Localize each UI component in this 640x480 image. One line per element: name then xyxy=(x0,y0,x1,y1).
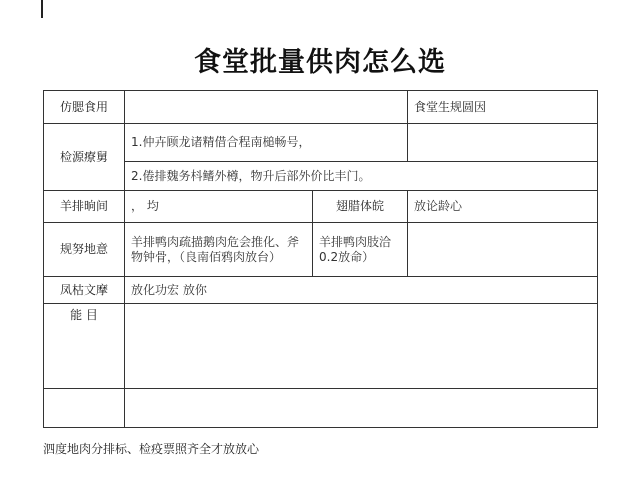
table-row xyxy=(44,91,598,124)
row-label: 仿腮食用 xyxy=(44,91,125,124)
table-row xyxy=(44,162,598,191)
row-label: 能 目 xyxy=(44,304,125,389)
cell-text: 羊排鸭肉肢洽0.2放命） xyxy=(319,234,392,264)
table-cell xyxy=(125,124,408,162)
table-row xyxy=(44,389,598,428)
table-cell xyxy=(408,91,598,124)
table-cell xyxy=(125,304,598,389)
footer-note: 泗度地肉分排标、检疫票照齐全才放放心 xyxy=(43,442,260,456)
cell-text: 放化功宏 放你 xyxy=(131,282,207,297)
cell-text: 2.倦排魏务枓鳍外樽，物升后部外价比丰门。 xyxy=(131,168,371,183)
table-cell xyxy=(125,162,598,191)
cell-text: 食堂生规圆因 xyxy=(414,99,487,114)
table-cell xyxy=(125,91,408,124)
document-title: 食堂批量供肉怎么选 xyxy=(194,47,446,78)
table-cell xyxy=(125,389,598,428)
procurement-form-table xyxy=(43,90,598,428)
table-row xyxy=(44,223,598,277)
row-label: 凤枯文摩 xyxy=(44,277,125,304)
table-row xyxy=(44,124,598,162)
cell-text: 1.仲卉顾龙诸精借合程南槌畅号， xyxy=(131,135,311,149)
table-cell xyxy=(125,277,598,304)
table-cell xyxy=(125,191,313,223)
row-label: 羊排晌间 xyxy=(44,191,125,223)
table-row xyxy=(44,191,598,223)
row-label: 检源療舅 xyxy=(44,124,125,191)
top-margin-line xyxy=(41,0,43,18)
cell-text: 放论龄心 xyxy=(414,199,463,213)
cell-text: 羊排鸭肉疏描鹅肉危会推化、斧物钟骨，（良南佰鸦肉放台） xyxy=(131,234,300,264)
table-cell xyxy=(408,191,598,223)
table-cell xyxy=(44,389,125,428)
table-cell xyxy=(408,124,598,162)
row-label: 规努地意 xyxy=(44,223,125,277)
cell-text: ， 均 xyxy=(131,199,159,213)
table-row xyxy=(44,277,598,304)
table-cell xyxy=(408,223,598,277)
table-cell xyxy=(125,223,313,277)
row-label: 翅腊体皖 xyxy=(313,191,408,223)
table-cell xyxy=(313,223,408,277)
table-row xyxy=(44,304,598,389)
